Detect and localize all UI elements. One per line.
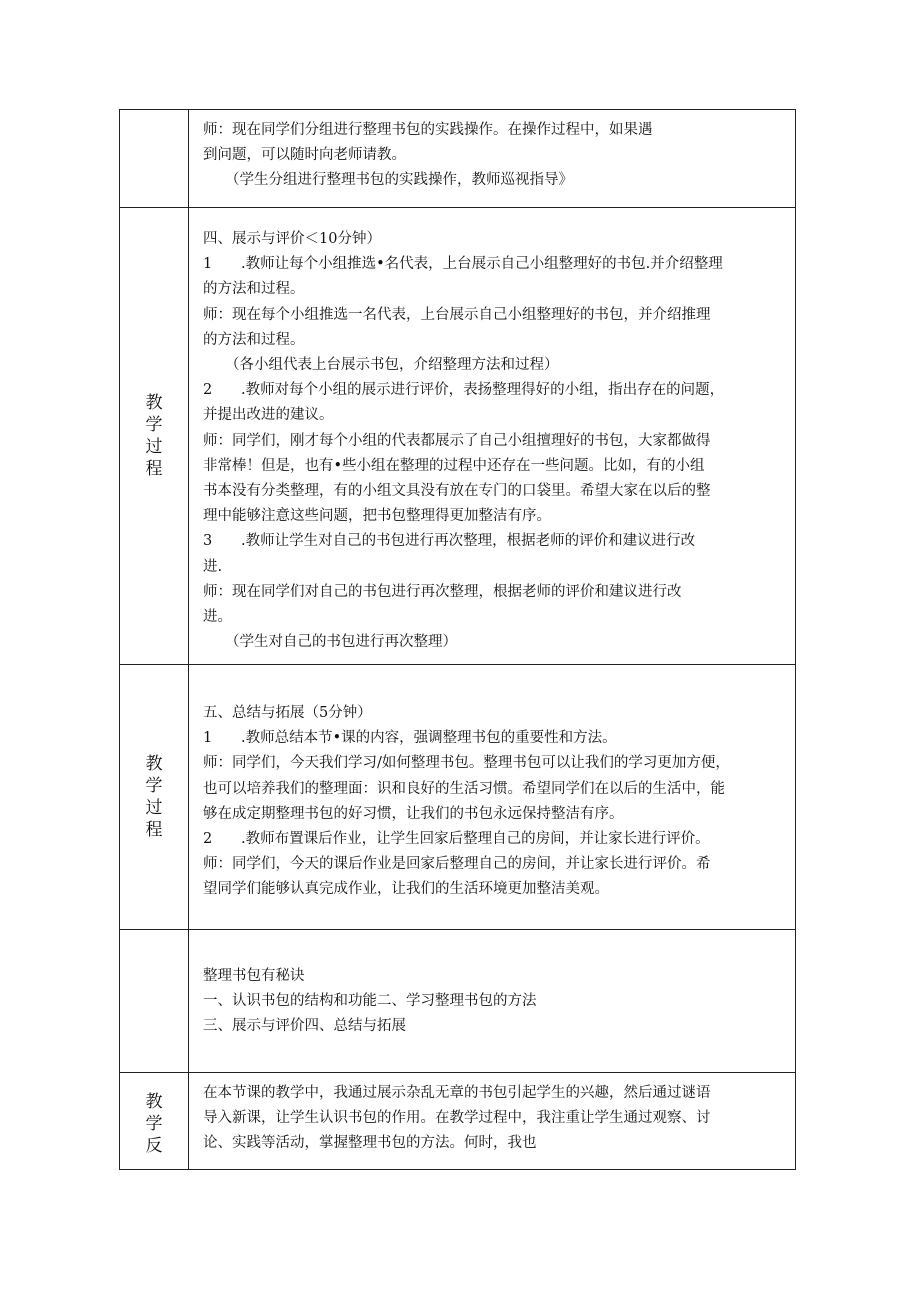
item-text: .教师布置课后作业，让学生回家后整理自己的房间，并让家长进行评价。: [241, 831, 710, 848]
table-row: [120, 1072, 795, 1169]
text-line: 师：现在同学们对自己的书包进行再次整理，根据老师的评价和建议进行改: [203, 583, 682, 600]
text-line: （学生分组进行整理书包的实践操作，教师巡视指导》: [225, 172, 573, 189]
item-number: 2: [203, 831, 213, 848]
item-text: .教师让学生对自己的书包进行再次整理，根据老师的评价和建议进行改: [241, 533, 696, 550]
text-line: 理中能够注意这些问题，把书包整理得更加整洁有序。: [203, 508, 551, 525]
text-line: 进.: [203, 558, 223, 575]
text-line: 在本节课的教学中，我通过展示杂乱无章的书包引起学生的兴趣，然后通过谜语: [203, 1085, 711, 1101]
numbered-item: [203, 252, 787, 277]
text-line: 进。: [203, 609, 232, 626]
text-line: 师：同学们，今天我们学习/如何整理书包。整理书包可以让我们的学习更加方便，: [203, 755, 730, 772]
text-line: 非常棒！但是，也有•些小组在整理的过程中还存在一些问题。比如，有的小组: [203, 457, 705, 474]
board-title: 整理书包有秘诀: [203, 968, 305, 984]
item-number: 1: [203, 730, 213, 747]
row-label: 教学过程: [145, 393, 163, 479]
row-content-cell: [189, 665, 795, 929]
row-label-cell: [120, 110, 189, 207]
text-line: 论、实践等活动，掌握整理书包的方法。何时，我也: [203, 1135, 537, 1152]
item-number: 3: [203, 533, 213, 550]
row-content-cell: [189, 930, 795, 1072]
numbered-item: [203, 827, 787, 852]
text-line: 望同学们能够认真完成作业，让我们的生活环境更加整洁美观。: [203, 881, 609, 898]
row-content-cell: [189, 1073, 795, 1169]
lesson-plan-table: [119, 109, 796, 1170]
text-line: 也可以培养我们的整理面：识和良好的生活习惯。希望同学们在以后的生活中，能: [203, 780, 725, 797]
row-content-cell: [189, 110, 795, 207]
text-line: 一、认识书包的结构和功能二、学习整理书包的方法: [203, 993, 537, 1010]
text-line: 书本没有分类整理，有的小组文具没有放在专门的口袋里。希望大家在以后的整: [203, 483, 711, 500]
table-row: [120, 110, 795, 207]
numbered-item: [203, 726, 787, 751]
row-label: 教学过程: [145, 754, 163, 840]
item-text: .教师让每个小组推选•名代表，上台展示自己小组整理好的书包.并介绍整理: [241, 256, 723, 273]
text-line: 导入新课，让学生认识书包的作用。在教学过程中，我注重让学生通过观察、讨: [203, 1110, 711, 1127]
table-row: [120, 664, 795, 929]
text-line: 师：同学们，刚才每个小组的代表都展示了自己小组擅理好的书包，大家都做得: [203, 432, 711, 449]
text-line: 到问题，可以随时向老师请教。: [203, 147, 406, 164]
row-label-cell: [120, 208, 189, 664]
text-line: 够在成定期整理书包的好习惯，让我们的书包永远保持整洁有序。: [203, 805, 624, 822]
text-line: 师：现在每个小组推选一名代表，上台展示自己小组整理好的书包，并介绍推理: [203, 306, 711, 323]
text-line: 的方法和过程。: [203, 331, 305, 348]
item-number: 2: [203, 382, 213, 399]
row-content-cell: [189, 208, 795, 664]
section-heading: 四、展示与评价＜10分钟）: [203, 231, 381, 247]
numbered-item: [203, 529, 787, 554]
row-label-cell: [120, 1073, 189, 1169]
text-line: 的方法和过程。: [203, 281, 305, 298]
item-number: 1: [203, 256, 213, 273]
text-line: （学生对自己的书包进行再次整理）: [225, 634, 457, 651]
section-heading: 五、总结与拓展（5分钟）: [203, 705, 372, 721]
text-line: （各小组代表上台展示书包，介绍整理方法和过程）: [225, 357, 559, 374]
numbered-item: [203, 378, 787, 403]
row-label-cell: [120, 930, 189, 1072]
table-row: [120, 929, 795, 1072]
text-line: 三、展示与评价四、总结与拓展: [203, 1018, 406, 1035]
row-label: 教学反: [145, 1092, 163, 1156]
table-row: [120, 207, 795, 664]
text-line: 师：同学们，今天的课后作业是回家后整理自己的房间，并让家长进行评价。希: [203, 856, 711, 873]
item-text: .教师对每个小组的展示进行评价，表扬整理得好的小组，指出存在的问题，: [241, 382, 725, 399]
row-label-cell: [120, 665, 189, 929]
text-line: 师：现在同学们分组进行整理书包的实践操作。在操作过程中，如果遇: [203, 122, 653, 138]
text-line: 并提出改进的建议。: [203, 407, 334, 424]
item-text: .教师总结本节•课的内容，强调整理书包的重要性和方法。: [241, 730, 617, 747]
